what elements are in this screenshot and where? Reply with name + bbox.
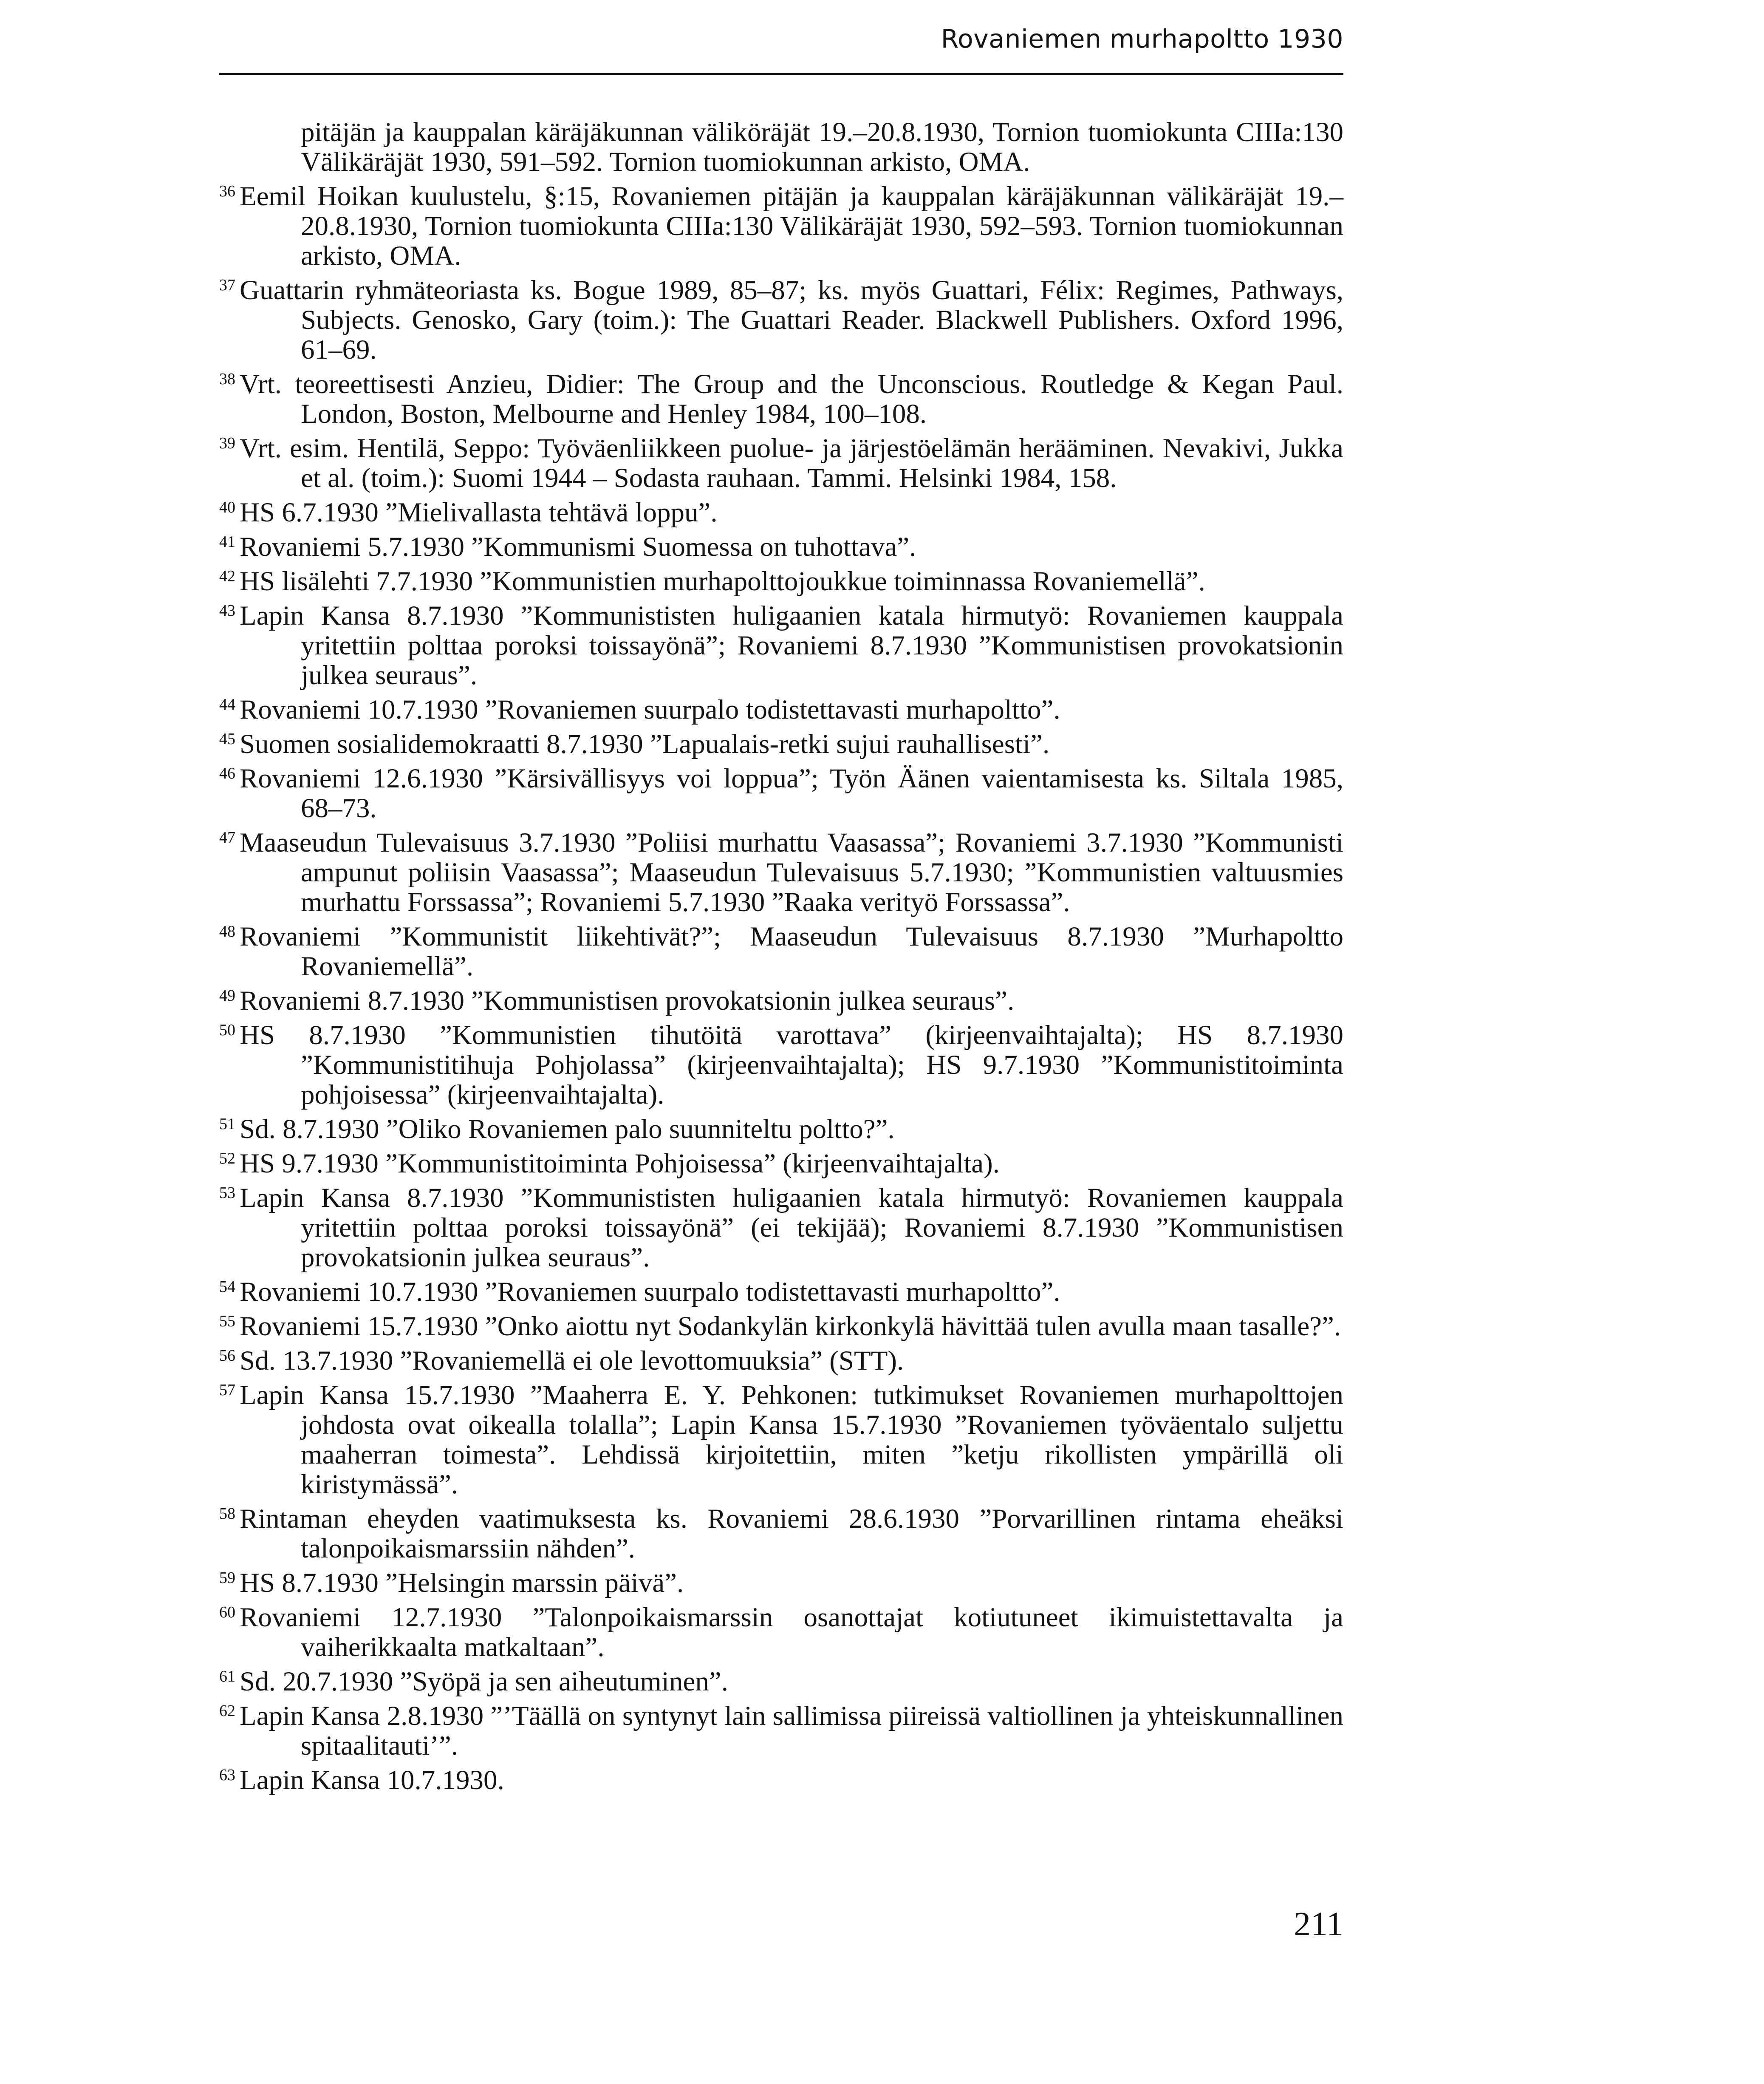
footnote-number: 53 [219, 1184, 235, 1202]
footnote-number: 61 [219, 1668, 235, 1685]
footnote-text: Rovaniemi 12.7.1930 ”Talonpoikaismarssin osanottajat kotiutuneet ikimuistettavalta ja vaiherikkaalta matkaltaan”. [240, 1602, 1343, 1662]
footnote-number: 44 [219, 696, 235, 714]
header-rule [219, 73, 1343, 75]
footnote-text: Rovaniemi 8.7.1930 ”Kommunistisen provokatsionin julkea seuraus”. [240, 985, 1015, 1016]
footnote-text: Lapin Kansa 2.8.1930 ”’Täällä on syntynyt lain sallimissa piireissä valtiollinen ja yhteiskunnallinen spitaalitauti’”. [240, 1701, 1343, 1761]
footnote-text: Sd. 13.7.1930 ”Rovaniemellä ei ole levottomuuksia” (STT). [240, 1345, 904, 1376]
footnote-number: 50 [219, 1021, 235, 1039]
footnote-text: HS 6.7.1930 ”Mielivallasta tehtävä loppu”. [240, 497, 718, 528]
footnote-text: HS lisälehti 7.7.1930 ”Kommunistien murhapolttojoukkue toiminnassa Rovaniemellä”. [240, 566, 1205, 597]
footnote-text: Rovaniemi 10.7.1930 ”Rovaniemen suurpalo todistettavasti murhapoltto”. [240, 1277, 1060, 1307]
footnote-text: Lapin Kansa 15.7.1930 ”Maaherra E. Y. Pehkonen: tutkimukset Rovaniemen murhapolttojen johdosta ovat oikealla tolalla”; Lapin Kansa 15.7.1930 ”Rovaniemen työväentalo suljettu maaherran toimesta”. Lehdissä kirjoitettiin, miten ”ketju rikollisten ympärillä oli kiristymässä”. [240, 1380, 1343, 1500]
footnote [219, 922, 1343, 981]
footnote-number: 45 [219, 730, 235, 748]
footnote [219, 1149, 1343, 1178]
page-number: 211 [1293, 1906, 1343, 1943]
footnote-text: Lapin Kansa 8.7.1930 ”Kommunististen huligaanien katala hirmutyö: Rovaniemen kauppala yritettiin polttaa poroksi toissayönä” (ei tekijää); Rovaniemi 8.7.1930 ”Kommunistisen provokatsionin julkea seuraus”. [240, 1183, 1343, 1273]
running-head: Rovaniemen murhapoltto 1930 [941, 24, 1343, 54]
footnote-text: Lapin Kansa 10.7.1930. [240, 1765, 504, 1795]
footnote-number: 40 [219, 498, 235, 516]
footnotes-list [219, 117, 1343, 1800]
footnote-text: Sd. 20.7.1930 ”Syöpä ja sen aiheutuminen”. [240, 1666, 728, 1697]
footnote-number: 59 [219, 1569, 235, 1587]
footnote [219, 1701, 1343, 1761]
footnote-text: Rovaniemi 10.7.1930 ”Rovaniemen suurpalo todistettavasti murhapoltto”. [240, 694, 1060, 725]
footnote [219, 1380, 1343, 1499]
footnote [219, 1504, 1343, 1563]
footnote-text: Rovaniemi 12.6.1930 ”Kärsivällisyys voi loppua”; Työn Äänen vaientamisesta ks. Siltala 1985, 68–73. [240, 763, 1343, 824]
footnote-text: Lapin Kansa 8.7.1930 ”Kommunististen huligaanien katala hirmutyö: Rovaniemen kauppala yritettiin polttaa poroksi toissayönä”; Rovaniemi 8.7.1930 ”Kommunistisen provokatsionin julkea seuraus”. [240, 600, 1343, 691]
footnote-number: 38 [219, 370, 235, 388]
footnote-number: 62 [219, 1702, 235, 1720]
footnote-number: 56 [219, 1347, 235, 1365]
footnote [219, 532, 1343, 562]
footnote [219, 1277, 1343, 1307]
footnote-number: 51 [219, 1115, 235, 1133]
footnote-text: Suomen sosialidemokraatti 8.7.1930 ”Lapualais-retki sujui rauhallisesti”. [240, 729, 1050, 759]
footnote-text: Vrt. teoreettisesti Anzieu, Didier: The Group and the Unconscious. Routledge & Kegan Paul. London, Boston, Melbourne and Henley 1984, 100–108. [240, 369, 1343, 429]
footnote-text: Rovaniemi ”Kommunistit liikehtivät?”; Maaseudun Tulevaisuus 8.7.1930 ”Murhapoltto Rovaniemellä”. [240, 921, 1343, 982]
footnote-number: 57 [219, 1381, 235, 1399]
footnote-text: Rintaman eheyden vaatimuksesta ks. Rovaniemi 28.6.1930 ”Porvarillinen rintama eheäksi talonpoikaismarssiin nähden”. [240, 1504, 1343, 1564]
footnote [219, 1603, 1343, 1662]
footnote-number: 47 [219, 829, 235, 847]
footnote [219, 1765, 1343, 1795]
footnote-number: 55 [219, 1312, 235, 1330]
footnote [219, 601, 1343, 690]
footnote-number: 58 [219, 1505, 235, 1523]
footnote-text: HS 8.7.1930 ”Kommunistien tihutöitä varottava” (kirjeenvaihtajalta); HS 8.7.1930 ”Kommunistitihuja Pohjolassa” (kirjeenvaihtajalta); HS 9.7.1930 ”Kommunistitoiminta pohjoisessa” (kirjeenvaihtajalta). [240, 1020, 1343, 1110]
footnote-number: 42 [219, 567, 235, 585]
footnote-text: HS 9.7.1930 ”Kommunistitoiminta Pohjoisessa” (kirjeenvaihtajalta). [240, 1148, 1000, 1179]
footnote-number: 54 [219, 1278, 235, 1296]
footnote-number: 37 [219, 276, 235, 294]
footnote-text: Vrt. esim. Hentilä, Seppo: Työväenliikkeen puolue- ja järjestöelämän herääminen. Nevakivi, Jukka et al. (toim.): Suomi 1944 – Sodasta rauhaan. Tammi. Helsinki 1984, 158. [240, 433, 1343, 493]
footnote-number: 48 [219, 923, 235, 940]
footnote [219, 764, 1343, 823]
footnote [219, 1667, 1343, 1696]
footnotes [219, 181, 1343, 1795]
footnote-continuation: pitäjän ja kauppalan käräjäkunnan väliköräjät 19.–20.8.1930, Tornion tuomiokunta CIIIa:130 Välikäräjät 1930, 591–592. Tornion tuomiokunnan arkisto, OMA. [301, 117, 1343, 177]
footnote-number: 60 [219, 1603, 235, 1621]
footnote [219, 1114, 1343, 1144]
footnote-text: HS 8.7.1930 ”Helsingin marssin päivä”. [240, 1568, 684, 1598]
footnote [219, 1183, 1343, 1272]
footnote [219, 695, 1343, 725]
footnote [219, 275, 1343, 365]
footnote-text: Maaseudun Tulevaisuus 3.7.1930 ”Poliisi murhattu Vaasassa”; Rovaniemi 3.7.1930 ”Kommunisti ampunut poliisin Vaasassa”; Maaseudun Tulevaisuus 5.7.1930; ”Kommunistien valtuusmies murhattu Forssassa”; Rovaniemi 5.7.1930 ”Raaka verityö Forssassa”. [240, 827, 1343, 917]
footnote [219, 1568, 1343, 1598]
footnote [219, 1311, 1343, 1341]
footnote [219, 729, 1343, 759]
footnote-number: 43 [219, 602, 235, 620]
footnote-number: 41 [219, 533, 235, 551]
footnote-number: 63 [219, 1766, 235, 1784]
footnote-number: 49 [219, 987, 235, 1005]
footnote [219, 181, 1343, 271]
footnote-number: 52 [219, 1150, 235, 1167]
footnote [219, 1020, 1343, 1110]
footnote-text: Sd. 8.7.1930 ”Oliko Rovaniemen palo suunniteltu poltto?”. [240, 1114, 895, 1144]
footnote-text: Rovaniemi 15.7.1930 ”Onko aiottu nyt Sodankylän kirkonkylä hävittää tulen avulla maan tasalle?”. [240, 1311, 1341, 1342]
footnote-text: Eemil Hoikan kuulustelu, §:15, Rovaniemen pitäjän ja kauppalan käräjäkunnan välikäräjät 19.–20.8.1930, Tornion tuomiokunta CIIIa:130 Välikäräjät 1930, 592–593. Tornion tuomiokunnan arkisto, OMA. [240, 181, 1343, 271]
footnote [219, 433, 1343, 493]
footnote-text: Rovaniemi 5.7.1930 ”Kommunismi Suomessa on tuhottava”. [240, 532, 916, 562]
footnote [219, 1346, 1343, 1376]
footnote [219, 369, 1343, 429]
footnote [219, 828, 1343, 917]
footnote [219, 498, 1343, 527]
footnote-text: Guattarin ryhmäteoriasta ks. Bogue 1989, 85–87; ks. myös Guattari, Félix: Regimes, Pathways, Subjects. Genosko, Gary (toim.): The Guattari Reader. Blackwell Publishers. Oxford 1996, 61–69. [240, 275, 1343, 365]
footnote-number: 36 [219, 182, 235, 200]
footnote-number: 46 [219, 765, 235, 782]
footnote [219, 566, 1343, 596]
footnote [219, 986, 1343, 1016]
footnote-number: 39 [219, 434, 235, 452]
